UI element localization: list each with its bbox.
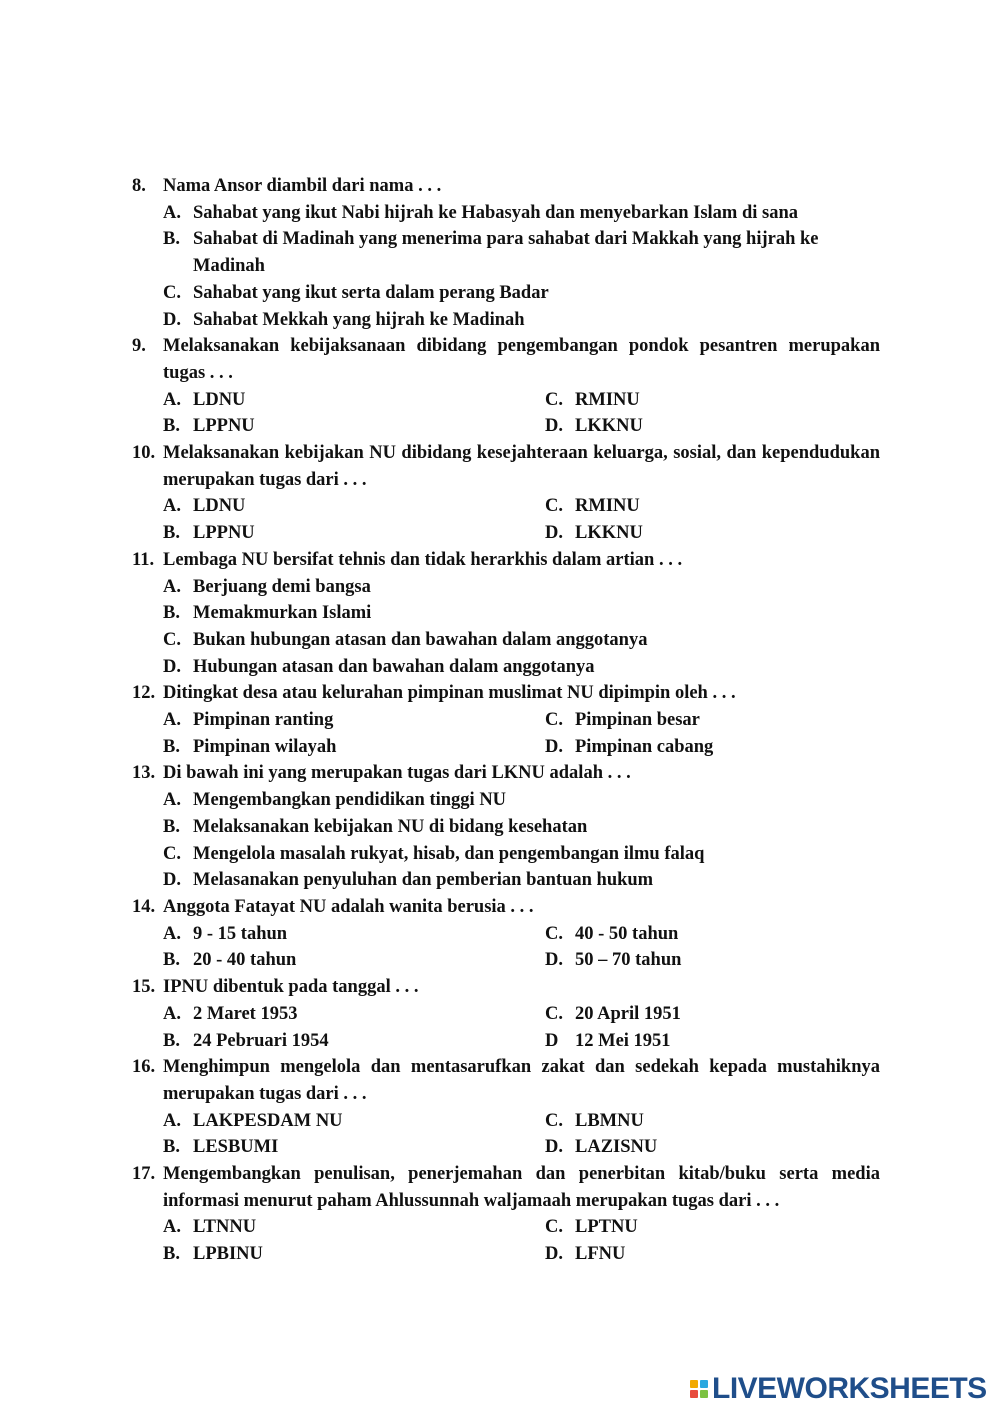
question-text: Nama Ansor diambil dari nama . . .	[163, 176, 442, 196]
answer-option-b[interactable]	[163, 1134, 545, 1161]
question-number: 13.	[132, 763, 156, 784]
question-number: 8.	[132, 176, 146, 196]
answer-option-c[interactable]	[163, 841, 880, 868]
option-text: Sahabat yang ikut Nabi hijrah ke Habasyah dan menyebarkan Islam di sana	[193, 202, 799, 223]
answer-option-d[interactable]	[545, 1134, 880, 1161]
question-13	[132, 760, 880, 894]
answer-option-c[interactable]	[545, 707, 880, 734]
question-10	[132, 440, 880, 547]
answer-options	[163, 387, 880, 440]
option-text: 9 - 15 tahun	[193, 923, 288, 944]
answer-options	[163, 707, 880, 760]
option-text: 50 – 70 tahun	[575, 950, 682, 971]
answer-option-a[interactable]	[163, 493, 545, 520]
answer-option-c[interactable]	[545, 1001, 880, 1028]
question-stem	[132, 1161, 880, 1214]
option-text: Melaksanakan kebijakan NU di bidang kesehatan	[193, 816, 588, 837]
option-letter: B.	[163, 736, 180, 757]
question-9	[132, 333, 880, 440]
option-text: Pimpinan wilayah	[193, 736, 337, 757]
option-letter: D	[545, 1030, 559, 1051]
option-text: Pimpinan besar	[575, 710, 700, 731]
answer-option-c[interactable]	[545, 1214, 880, 1241]
option-letter: A.	[163, 1217, 181, 1238]
answer-option-c[interactable]	[163, 280, 880, 307]
option-text: Sahabat di Madinah yang menerima para sahabat dari Makkah yang hijrah ke Madinah	[193, 229, 819, 277]
option-text: 20 April 1951	[575, 1003, 681, 1024]
question-16	[132, 1054, 880, 1161]
option-text: LESBUMI	[193, 1137, 279, 1158]
answer-option-b[interactable]	[163, 413, 545, 440]
option-text: 2 Maret 1953	[193, 1003, 298, 1024]
answer-options	[163, 921, 880, 974]
option-text: Sahabat yang ikut serta dalam perang Badar	[193, 282, 549, 303]
option-text: Pimpinan ranting	[193, 710, 334, 731]
question-stem	[132, 974, 880, 1001]
answer-options	[163, 574, 880, 681]
worksheet-page	[132, 173, 880, 1268]
answer-option-a[interactable]	[163, 707, 545, 734]
question-number: 9.	[132, 336, 146, 357]
question-11	[132, 547, 880, 681]
option-text: LAKPESDAM NU	[193, 1110, 343, 1131]
option-letter: D.	[545, 950, 563, 971]
answer-option-b[interactable]	[163, 1241, 545, 1268]
option-letter: A.	[163, 576, 181, 597]
answer-option-a[interactable]	[163, 787, 880, 814]
option-text: 12 Mei 1951	[575, 1030, 671, 1051]
logo-square	[690, 1390, 698, 1398]
answer-option-a[interactable]	[163, 200, 880, 227]
answer-options	[163, 787, 880, 894]
logo-mark-icon	[690, 1380, 708, 1398]
option-text: Melasanakan penyuluhan dan pemberian bantuan hukum	[193, 870, 654, 891]
answer-option-d[interactable]	[163, 867, 880, 894]
answer-option-b[interactable]	[163, 947, 545, 974]
option-text: LPPNU	[193, 416, 255, 437]
question-14	[132, 894, 880, 974]
option-letter: B.	[163, 1137, 180, 1158]
question-text: IPNU dibentuk pada tanggal . . .	[163, 977, 419, 998]
option-letter: C.	[163, 629, 181, 650]
question-stem	[132, 894, 880, 921]
question-text: Melaksanakan kebijakan NU dibidang kesejahteraan keluarga, sosial, dan kependudukan merupakan tugas dari . . .	[163, 443, 880, 490]
answer-options	[163, 493, 880, 546]
option-text: LKKNU	[575, 416, 643, 437]
option-letter: A.	[163, 710, 181, 731]
liveworksheets-logo	[690, 1372, 987, 1406]
option-text: Berjuang demi bangsa	[193, 576, 371, 597]
option-text: LTNNU	[193, 1217, 257, 1238]
logo-square	[700, 1380, 708, 1388]
question-stem	[132, 440, 880, 493]
option-letter: B.	[163, 416, 180, 437]
option-letter: B.	[163, 603, 180, 624]
question-17	[132, 1161, 880, 1268]
option-text: 24 Pebruari 1954	[193, 1030, 329, 1051]
option-letter: B.	[163, 229, 180, 250]
option-text: LAZISNU	[575, 1137, 658, 1158]
answer-option-a[interactable]	[163, 574, 880, 601]
option-text: RMINU	[575, 496, 640, 517]
answer-options	[163, 1214, 880, 1267]
option-letter: C.	[545, 496, 563, 517]
answer-option-b[interactable]	[163, 1028, 545, 1055]
option-letter: D.	[545, 523, 563, 544]
question-stem	[132, 173, 880, 200]
question-text: Mengembangkan penulisan, penerjemahan dan penerbitan kitab/buku serta media informasi menurut paham Ahlussunnah waljamaah merupakan tugas dari . . .	[163, 1164, 880, 1211]
question-15	[132, 974, 880, 1054]
answer-option-d[interactable]	[545, 1241, 880, 1268]
option-text: Hubungan atasan dan bawahan dalam anggotanya	[193, 656, 595, 677]
option-letter: C.	[545, 1110, 563, 1131]
answer-option-a[interactable]	[163, 387, 545, 414]
option-letter: A.	[163, 389, 181, 410]
answer-option-b[interactable]	[163, 814, 880, 841]
option-text: 40 - 50 tahun	[575, 923, 679, 944]
option-letter: C.	[163, 282, 181, 303]
option-letter: D.	[163, 870, 181, 891]
answer-options	[163, 200, 880, 334]
answer-option-b[interactable]	[163, 226, 880, 279]
option-text: LPPNU	[193, 523, 255, 544]
question-text: Melaksanakan kebijaksanaan dibidang pengembangan pondok pesantren merupakan tugas . . .	[163, 336, 880, 383]
option-letter: D.	[545, 1137, 563, 1158]
answer-option-d[interactable]	[545, 413, 880, 440]
answer-option-c[interactable]	[545, 1108, 880, 1135]
answer-option-a[interactable]	[163, 1001, 545, 1028]
option-text: Mengelola masalah rukyat, hisab, dan pengembangan ilmu falaq	[193, 843, 705, 864]
answer-option-d[interactable]	[163, 307, 880, 334]
question-number: 16.	[132, 1057, 156, 1078]
answer-option-c[interactable]	[545, 921, 880, 948]
option-letter: A.	[163, 202, 181, 223]
answer-options	[163, 1001, 880, 1054]
option-letter: A.	[163, 1110, 181, 1131]
answer-option-a[interactable]	[163, 1214, 545, 1241]
question-stem	[132, 333, 880, 386]
question-stem	[132, 1054, 880, 1107]
option-letter: B.	[163, 523, 180, 544]
question-text: Ditingkat desa atau kelurahan pimpinan muslimat NU dipimpin oleh . . .	[163, 683, 736, 704]
question-number: 14.	[132, 896, 156, 917]
answer-option-d[interactable]	[163, 654, 880, 681]
option-letter: D.	[163, 656, 181, 677]
answer-option-a[interactable]	[163, 921, 545, 948]
option-letter: A.	[163, 496, 181, 517]
option-text: Pimpinan cabang	[575, 736, 714, 757]
option-text: LDNU	[193, 389, 246, 410]
question-12	[132, 680, 880, 760]
answer-option-c[interactable]	[163, 627, 880, 654]
answer-option-d[interactable]	[545, 520, 880, 547]
question-text: Anggota Fatayat NU adalah wanita berusia . . .	[163, 896, 534, 917]
option-text: LDNU	[193, 496, 246, 517]
option-text: Mengembangkan pendidikan tinggi NU	[193, 790, 507, 811]
answer-option-b[interactable]	[163, 520, 545, 547]
answer-option-d[interactable]	[545, 947, 880, 974]
logo-square	[700, 1390, 708, 1398]
option-letter: B.	[163, 1030, 180, 1051]
option-text: LBMNU	[575, 1110, 644, 1131]
option-letter: C.	[163, 843, 181, 864]
question-number: 17.	[132, 1164, 156, 1185]
option-letter: D.	[545, 736, 563, 757]
logo-text: LIVEWORKSHEETS	[712, 1372, 987, 1405]
question-text: Di bawah ini yang merupakan tugas dari LKNU adalah . . .	[163, 763, 631, 784]
question-number: 15.	[132, 977, 156, 998]
option-letter: B.	[163, 1244, 180, 1265]
option-text: 20 - 40 tahun	[193, 950, 297, 971]
question-stem	[132, 547, 880, 574]
option-text: Bukan hubungan atasan dan bawahan dalam anggotanya	[193, 629, 648, 650]
option-letter: C.	[545, 923, 563, 944]
option-letter: C.	[545, 389, 563, 410]
option-text: RMINU	[575, 389, 640, 410]
option-text: LFNU	[575, 1244, 626, 1265]
question-text: Lembaga NU bersifat tehnis dan tidak herarkhis dalam artian . . .	[163, 549, 683, 570]
answer-options	[163, 1108, 880, 1161]
question-number: 12.	[132, 683, 156, 704]
option-text: LPBINU	[193, 1244, 263, 1265]
option-letter: C.	[545, 1217, 563, 1238]
logo-square	[690, 1380, 698, 1388]
option-text: Memakmurkan Islami	[193, 603, 372, 624]
option-letter: D.	[545, 1244, 563, 1265]
answer-option-b[interactable]	[163, 734, 545, 761]
option-letter: D.	[545, 416, 563, 437]
option-letter: D.	[163, 309, 181, 330]
option-text: LKKNU	[575, 523, 643, 544]
option-letter: A.	[163, 790, 181, 811]
option-letter: B.	[163, 950, 180, 971]
answer-option-c[interactable]	[545, 493, 880, 520]
option-text: LPTNU	[575, 1217, 638, 1238]
answer-option-d[interactable]	[545, 734, 880, 761]
option-letter: A.	[163, 923, 181, 944]
answer-option-d[interactable]	[545, 1028, 880, 1055]
answer-option-a[interactable]	[163, 1108, 545, 1135]
option-letter: A.	[163, 1003, 181, 1024]
answer-option-c[interactable]	[545, 387, 880, 414]
question-8	[132, 173, 880, 333]
option-letter: C.	[545, 710, 563, 731]
question-stem	[132, 680, 880, 707]
option-text: Sahabat Mekkah yang hijrah ke Madinah	[193, 309, 525, 330]
option-letter: C.	[545, 1003, 563, 1024]
question-number: 11.	[132, 549, 155, 570]
answer-option-b[interactable]	[163, 600, 880, 627]
question-number: 10.	[132, 443, 156, 464]
question-stem	[132, 760, 880, 787]
question-text: Menghimpun mengelola dan mentasarufkan zakat dan sedekah kepada mustahiknya merupakan tugas dari . . .	[163, 1057, 880, 1104]
option-letter: B.	[163, 816, 180, 837]
